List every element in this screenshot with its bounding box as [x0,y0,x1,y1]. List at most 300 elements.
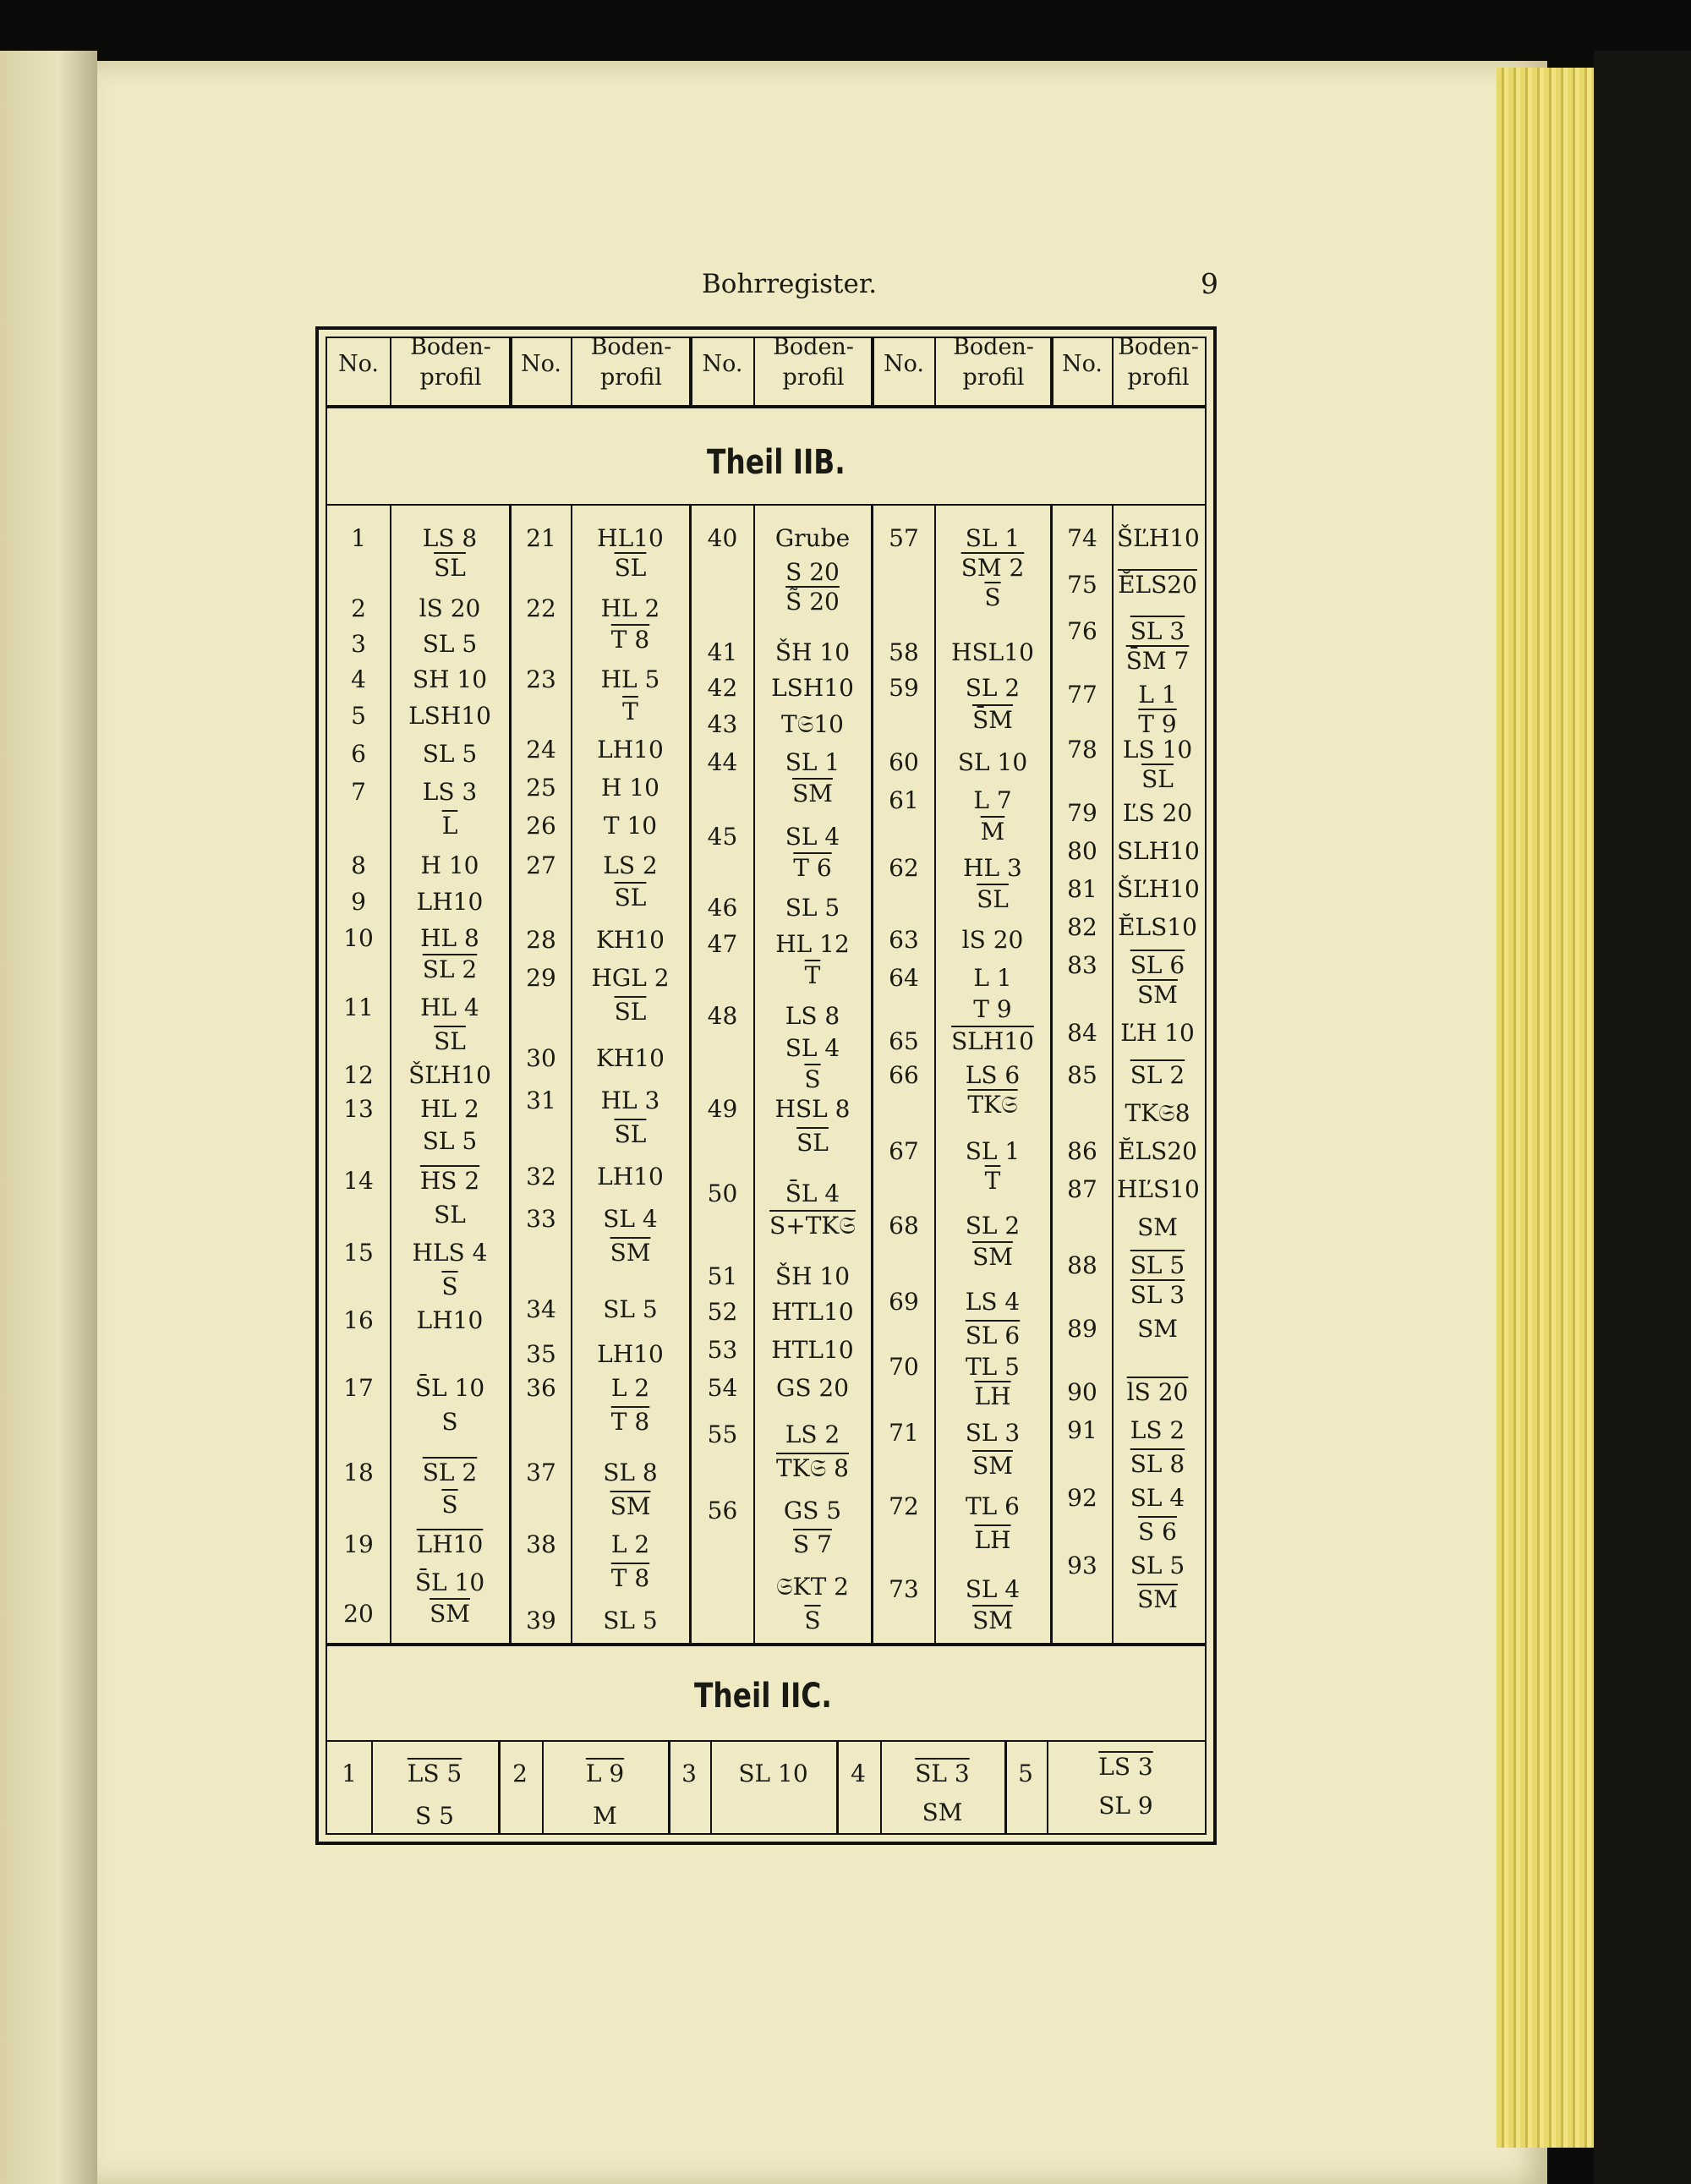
boden-profil-entry: SL 10 [738,1760,808,1787]
table-rule [1112,338,1114,408]
boden-profil-entry: LH10 [416,888,484,916]
boden-profil-entry: $\overline{M}$ [980,818,1005,846]
row-number: 89 [1067,1315,1097,1343]
table-rule [390,338,391,408]
boden-profil-entry: $\overline{L}$ [441,812,458,840]
boden-profil-entry: $\overline{T}$ [804,961,821,989]
table-rule [315,326,1217,330]
boden-profil-entry: LS 2 [603,851,658,879]
row-number: 50 [707,1180,738,1207]
row-number: 86 [1067,1137,1097,1165]
row-number: 71 [889,1419,919,1447]
boden-profil-entry: T 10 [603,812,658,840]
boden-profil-entry: SM [1137,1213,1178,1241]
row-number: 62 [889,854,919,882]
row-number: 92 [1067,1484,1097,1512]
boden-profil-entry: T 9 [1138,710,1177,738]
table-rule [327,504,1207,506]
boden-profil-entry: 𝔖KT 2 [776,1573,849,1601]
boden-profil-entry: LH10 [416,1306,484,1334]
row-number: 9 [351,888,366,916]
row-number: 80 [1067,837,1097,865]
row-number: 68 [889,1212,919,1240]
row-number: 87 [1067,1175,1097,1203]
boden-profil-entry: L 9 [585,1760,625,1787]
boden-profil-entry: LH10 [597,736,664,764]
boden-profil-entry: L 1 [1138,681,1177,709]
boden-profil-entry: SL 5 [1130,1552,1185,1579]
boden-profil-entry: LS 2 [1130,1416,1185,1444]
row-number: 20 [343,1600,374,1628]
boden-profil-entry: HL 3 [963,854,1022,882]
boden-profil-entry: Grube [774,524,851,552]
boden-profil-entry: LSH10 [408,702,491,730]
boden-profil-entry: TK𝔖 8 [776,1454,849,1482]
row-number: 57 [889,524,919,552]
boden-profil-entry: lS 20 [419,594,481,622]
header-profil: profil [962,364,1025,391]
table-rule [1047,1742,1048,1833]
boden-profil-entry: ŠH 10 [774,638,851,666]
table-rule [1050,338,1053,408]
boden-profil-entry: SL 1 [965,524,1021,552]
boden-profil-entry: SL 3 [965,1419,1021,1447]
boden-profil-entry: SLH10 [951,1027,1034,1055]
table-rule [753,338,755,408]
boden-profil-entry: SL 1 [785,748,840,776]
row-number: 76 [1067,617,1097,645]
row-number: 6 [351,740,366,768]
row-number: 5 [1018,1760,1033,1787]
boden-profil-entry: T 6 [793,854,832,882]
row-number: 83 [1067,951,1097,979]
row-number: 47 [707,930,738,958]
boden-profil-entry: TL 6 [966,1492,1020,1520]
row-number: 1 [342,1760,357,1787]
row-number: 74 [1067,524,1097,552]
boden-profil-entry: $\overline{SL}$ [1141,765,1174,793]
header-boden: Boden- [953,334,1034,360]
boden-profil-entry: $\overline{SL}$ [614,998,647,1026]
row-number: 24 [526,736,556,764]
boden-profil-entry: SL 2 [965,674,1021,702]
boden-profil-entry: SL 1 [965,1137,1021,1165]
boden-profil-entry: S+TK𝔖 [769,1212,856,1240]
row-number: 22 [526,594,556,622]
boden-profil-entry: T 8 [610,626,650,654]
row-number: 67 [889,1137,919,1165]
boden-profil-entry: LS 8 [422,524,478,552]
row-number: 14 [343,1167,374,1195]
boden-profil-entry: TK𝔖 [967,1091,1018,1119]
boden-profil-entry: SH 10 [412,665,488,693]
row-number: 41 [707,638,738,666]
header-no: No. [338,351,379,377]
row-number: 12 [343,1061,374,1089]
boden-profil-entry: TK𝔖8 [1125,1099,1190,1127]
boden-profil-entry: lS 20 [961,926,1024,954]
table-rule [327,1740,1207,1742]
boden-profil-entry: T𝔖10 [781,710,844,738]
book-cover [1594,51,1691,2184]
boden-profil-entry: $\overline{SL}$ [434,1027,466,1055]
boden-profil-entry: HL 8 [420,924,479,952]
row-number: 29 [526,964,556,992]
table-rule [571,506,572,1643]
row-number: 93 [1067,1552,1097,1579]
table-rule [327,1643,1207,1646]
row-number: 21 [526,524,556,552]
row-number: 32 [526,1163,556,1191]
boden-profil-entry: L 2 [610,1530,650,1558]
table-rule [1004,1742,1007,1833]
row-number: 66 [889,1061,919,1089]
boden-profil-entry: $\overline{SL}$ [434,554,466,582]
boden-profil-entry: $\overline{SL}$ [977,885,1009,913]
boden-profil-entry: SL 5 [422,630,478,658]
boden-profil-entry: SL 8 [603,1459,658,1486]
table-rule [668,1742,670,1833]
boden-profil-entry: HL 4 [420,993,479,1021]
table-rule [689,338,692,408]
row-number: 19 [343,1530,374,1558]
boden-profil-entry: H 10 [601,774,659,802]
boden-profil-entry: SL 9 [1098,1792,1153,1820]
row-number: 10 [343,924,374,952]
boden-profil-entry: SL 2 [422,1459,478,1486]
table-rule [571,338,572,408]
boden-profil-entry: LH10 [416,1530,484,1558]
boden-profil-entry: HL10 [597,524,664,552]
table-rule [498,1742,501,1833]
table-rule [934,338,936,408]
boden-profil-entry: HL 2 [600,594,660,622]
boden-profil-entry: HL 3 [600,1087,660,1114]
boden-profil-entry: SL 6 [965,1322,1021,1349]
boden-profil-entry: HSL 8 [774,1095,851,1123]
row-number: 43 [707,710,738,738]
row-number: 82 [1067,913,1097,941]
boden-profil-entry: SM [1137,1315,1178,1343]
row-number: 70 [889,1353,919,1381]
row-number: 2 [351,594,366,622]
row-number: 13 [343,1095,374,1123]
boden-profil-entry: SL 4 [785,1034,840,1062]
row-number: 42 [707,674,738,702]
boden-profil-entry: S̃ 20 [785,588,840,616]
page-edges [1497,68,1602,2148]
boden-profil-entry: SL 2 [965,1212,1021,1240]
page-number: 9 [1201,267,1218,300]
row-number: 16 [343,1306,374,1334]
boden-profil-entry: LS 5 [407,1760,462,1787]
row-number: 25 [526,774,556,802]
row-number: 79 [1067,799,1097,827]
row-number: 49 [707,1095,738,1123]
boden-profil-entry: $\overline{S}$ [804,1607,821,1634]
boden-profil-entry: SL 6 [1130,951,1185,979]
boden-profil-entry: SM [922,1798,963,1826]
boden-profil-entry: L 1 [973,964,1012,992]
boden-profil-entry: SLH10 [1117,837,1200,865]
boden-profil-entry: S 20 [785,558,840,586]
row-number: 15 [343,1239,374,1267]
boden-profil-entry: SL 5 [1130,1251,1185,1279]
row-number: 65 [889,1027,919,1055]
table-rule [710,1742,712,1833]
row-number: 90 [1067,1378,1097,1406]
boden-profil-entry: SL 3 [1130,1281,1185,1309]
header-profil: profil [782,364,845,391]
boden-profil-entry: ŠĽH10 [1117,524,1200,552]
row-number: 7 [351,778,366,806]
row-number: 53 [707,1336,738,1364]
header-no: No. [1062,351,1103,377]
row-number: 55 [707,1420,738,1448]
row-number: 3 [681,1760,697,1787]
section-title-theil-iib: Theil IIB. [707,443,846,482]
boden-profil-entry: SL 5 [785,894,840,922]
table-rule [509,338,512,408]
boden-profil-entry: HL 2 [420,1095,479,1123]
row-number: 75 [1067,571,1097,599]
row-number: 39 [526,1607,556,1634]
row-number: 4 [351,665,366,693]
row-number: 88 [1067,1251,1097,1279]
boden-profil-entry: SL [434,1201,466,1229]
boden-profil-entry: $\overline{SM}$ [972,1452,1013,1480]
boden-profil-entry: SL 2 [422,955,478,983]
row-number: 3 [351,630,366,658]
boden-profil-entry: ĔLS20 [1118,1137,1197,1165]
boden-profil-entry: ĔLS20 [1118,571,1197,599]
boden-profil-entry: ŠĽH10 [408,1061,491,1089]
boden-profil-entry: LS 2 [785,1420,840,1448]
row-number: 18 [343,1459,374,1486]
boden-profil-entry: lS 20 [1126,1378,1189,1406]
boden-profil-entry: HLS 4 [412,1239,488,1267]
boden-profil-entry: $\overline{S}$ [804,1065,821,1093]
table-rule [315,326,319,1845]
header-profil: profil [419,364,482,391]
row-number: 1 [351,524,366,552]
table-rule [934,506,936,1643]
boden-profil-entry: SL 4 [785,823,840,851]
header-boden: Boden- [590,334,672,360]
boden-profil-entry: LS 6 [965,1061,1021,1089]
table-rule [871,338,874,408]
boden-profil-entry: SL 4 [603,1205,658,1233]
boden-profil-entry: $\overline{SM}$ [1137,1585,1178,1613]
table-rule [836,1742,839,1833]
boden-profil-entry: S̄L 10 [414,1374,485,1402]
row-number: 5 [351,702,366,730]
boden-profil-entry: HĽS10 [1117,1175,1200,1203]
boden-profil-entry: LS 10 [1122,736,1193,764]
row-number: 8 [351,851,366,879]
boden-profil-entry: LS 8 [785,1002,840,1030]
row-number: 44 [707,748,738,776]
row-number: 45 [707,823,738,851]
boden-profil-entry: HGL 2 [591,964,670,992]
boden-profil-entry: HSL10 [951,638,1034,666]
boden-profil-entry: $\overline{T}$ [622,698,638,725]
boden-profil-entry: $\overline{S}$ [441,1491,458,1519]
section-title-theil-iic: Theil IIC. [694,1677,832,1716]
boden-profil-entry: TL 5 [966,1353,1020,1381]
boden-profil-entry: LH10 [597,1340,664,1368]
running-head: Bohrregister. [702,269,878,299]
row-number: 23 [526,665,556,693]
boden-profil-entry: SL 4 [1130,1484,1185,1512]
boden-profil-entry: GS 5 [783,1497,842,1524]
row-number: 35 [526,1340,556,1368]
row-number: 31 [526,1087,556,1114]
row-number: 2 [512,1760,528,1787]
boden-profil-entry: $\overline{SL}$ [796,1129,829,1157]
row-number: 69 [889,1288,919,1316]
table-rule [753,506,755,1643]
header-no: No. [884,351,924,377]
boden-profil-entry: SM 2 [960,554,1025,582]
boden-profil-entry: ŠH 10 [774,1262,851,1290]
boden-profil-entry: $\overline{SM}$ [972,1607,1013,1634]
boden-profil-entry: HS 2 [419,1167,480,1195]
boden-profil-entry: H 10 [420,851,479,879]
header-boden: Boden- [773,334,854,360]
boden-profil-entry: ĽH 10 [1120,1019,1195,1047]
row-number: 37 [526,1459,556,1486]
row-number: 77 [1067,681,1097,709]
boden-profil-entry: $\overline{SM}$ [610,1492,651,1520]
row-number: 56 [707,1497,738,1524]
boden-profil-entry: S̄L 4 [785,1180,840,1207]
row-number: 84 [1067,1019,1097,1047]
boden-profil-entry: HL 12 [775,930,850,958]
row-number: 33 [526,1205,556,1233]
boden-profil-entry: $\overline{LH}$ [974,1382,1011,1410]
boden-profil-entry: S 5 [415,1802,454,1830]
boden-profil-entry: SL 5 [603,1607,658,1634]
boden-profil-entry: $\overline{S}$ [984,583,1001,611]
boden-profil-entry: T 9 [973,995,1012,1023]
row-number: 52 [707,1298,738,1326]
row-number: 26 [526,812,556,840]
boden-profil-entry: L 2 [610,1374,650,1402]
boden-profil-entry: $\overline{T}$ [984,1167,1001,1195]
boden-profil-entry: S [441,1408,458,1436]
row-number: 34 [526,1295,556,1323]
row-number: 60 [889,748,919,776]
boden-profil-entry: HTL10 [771,1298,854,1326]
row-number: 36 [526,1374,556,1402]
header-profil: profil [1127,364,1190,391]
table-rule [315,1842,1217,1845]
row-number: 59 [889,674,919,702]
row-number: 46 [707,894,738,922]
row-number: 40 [707,524,738,552]
row-number: 64 [889,964,919,992]
boden-profil-entry: SL 5 [603,1295,658,1323]
table-rule [1205,337,1207,1835]
boden-profil-entry: SL 3 [1130,617,1185,645]
boden-profil-entry: LS 3 [1098,1753,1153,1781]
boden-profil-entry: SL 5 [422,1127,478,1155]
boden-profil-entry: $\overline{SM}$ [1137,981,1178,1009]
boden-profil-entry: LS 4 [965,1288,1021,1316]
boden-profil-entry: M [593,1802,617,1830]
boden-profil-entry: ĔLS10 [1118,913,1197,941]
boden-profil-entry: LSH10 [771,674,854,702]
row-number: 91 [1067,1416,1097,1444]
row-number: 4 [851,1760,866,1787]
table-rule [326,1833,1207,1835]
row-number: 73 [889,1575,919,1603]
table-rule [542,1742,544,1833]
row-number: 78 [1067,736,1097,764]
boden-profil-entry: $\overline{LH}$ [974,1526,1011,1554]
row-number: 85 [1067,1061,1097,1089]
header-boden: Boden- [410,334,491,360]
row-number: 51 [707,1262,738,1290]
boden-profil-entry: GS 20 [775,1374,850,1402]
row-number: 81 [1067,875,1097,903]
boden-profil-entry: KH10 [596,926,665,954]
boden-profil-entry: T 8 [610,1564,650,1592]
header-no: No. [702,351,743,377]
row-number: 58 [889,638,919,666]
boden-profil-entry: SL 8 [1130,1450,1185,1478]
boden-profil-entry: LH10 [597,1163,664,1191]
row-number: 17 [343,1374,374,1402]
boden-profil-entry: $\overline{S}$ [441,1273,458,1300]
table-rule [1112,506,1114,1643]
boden-profil-entry: $\overline{SM}$ [792,780,833,807]
boden-profil-entry: $\overline{SM}$ [430,1600,470,1628]
table-rule [327,405,1207,408]
boden-profil-entry: SL 10 [957,748,1028,776]
boden-profil-entry: ĽS 20 [1122,799,1193,827]
boden-profil-entry: SL 5 [422,740,478,768]
boden-profil-entry: S 7 [793,1530,832,1558]
boden-profil-entry: $\overline{SL}$ [614,1120,647,1148]
row-number: 27 [526,851,556,879]
table-rule [371,1742,373,1833]
row-number: 28 [526,926,556,954]
boden-profil-entry: SL 3 [915,1760,970,1787]
boden-profil-entry: S̄M 7 [1125,647,1190,675]
boden-profil-entry: L 7 [973,786,1012,814]
table-rule [880,1742,882,1833]
boden-profil-entry: KH10 [596,1044,665,1072]
boden-profil-entry: $\overline{SL}$ [614,884,647,911]
boden-profil-entry: $\overline{SM}$ [610,1239,651,1267]
boden-profil-entry: S̄L 10 [414,1568,485,1596]
boden-profil-entry: SL 4 [965,1575,1021,1603]
boden-profil-entry: T 8 [610,1408,650,1436]
boden-profil-entry: $\overline{SM}$ [972,1243,1013,1271]
boden-profil-entry: S̄M [972,706,1013,734]
row-number: 11 [343,993,374,1021]
boden-profil-entry: HTL10 [771,1336,854,1364]
bohrregister-table [315,326,1217,1845]
row-number: 61 [889,786,919,814]
row-number: 63 [889,926,919,954]
boden-profil-entry: $\overline{SL}$ [614,554,647,582]
boden-profil-entry: ŠĽH10 [1117,875,1200,903]
header-profil: profil [599,364,663,391]
row-number: 38 [526,1530,556,1558]
